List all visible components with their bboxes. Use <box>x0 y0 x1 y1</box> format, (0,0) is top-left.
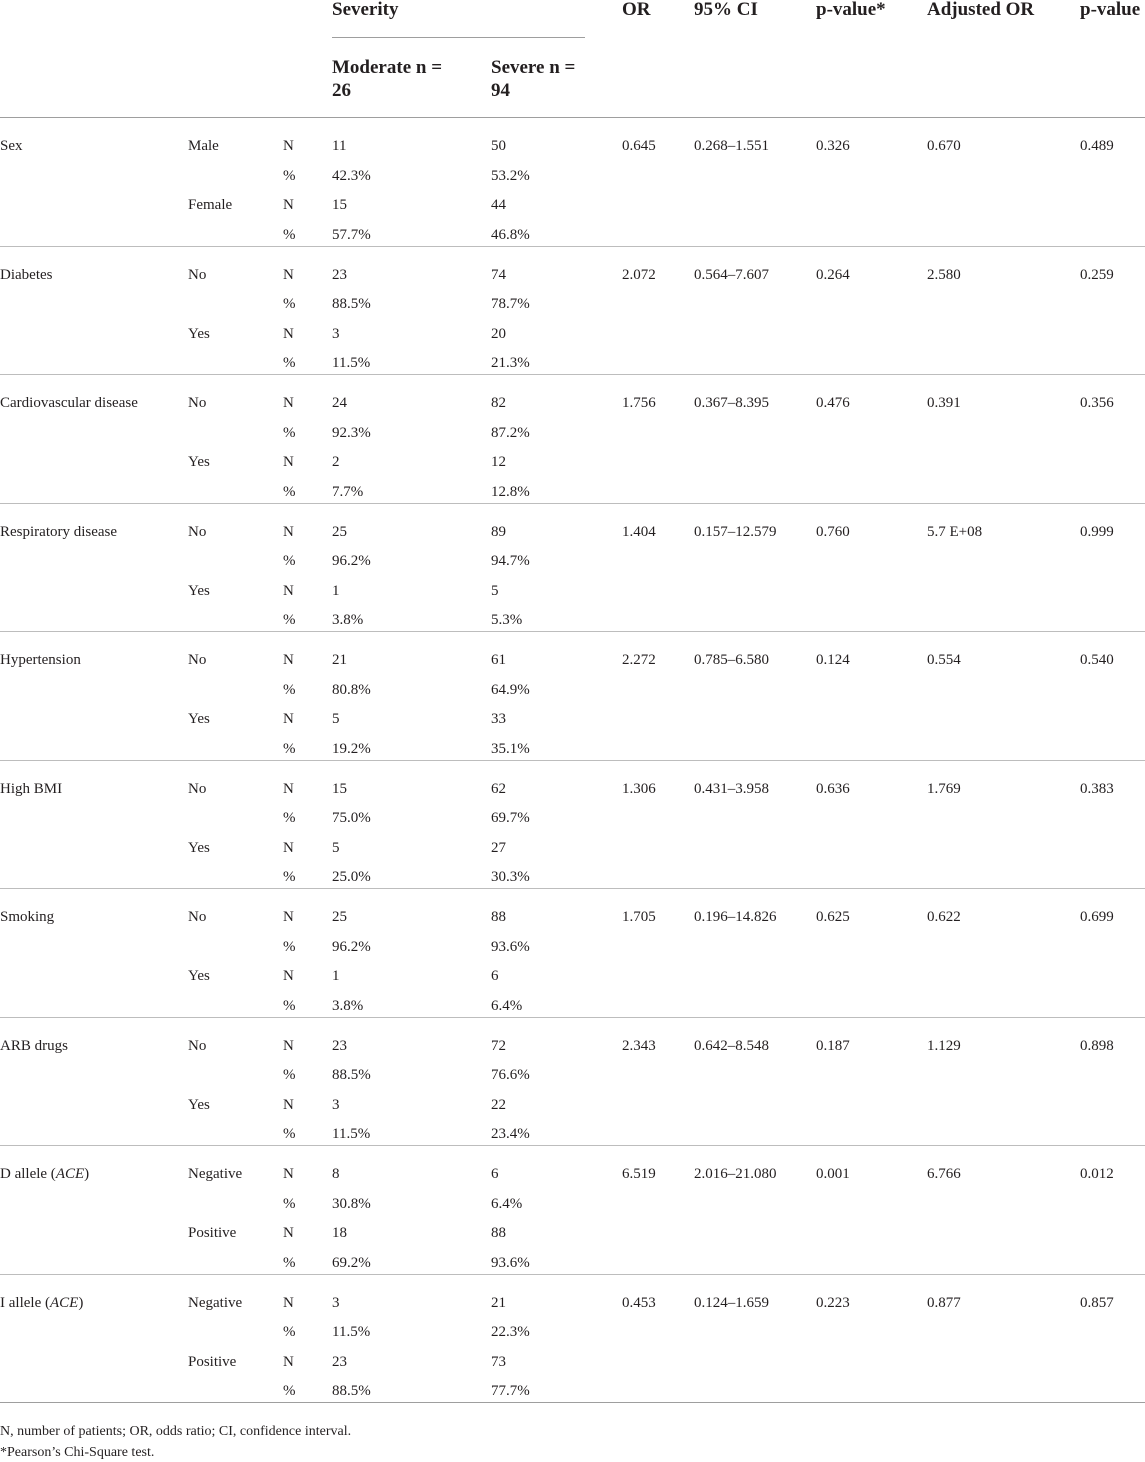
moderate-n: 11 <box>332 138 347 154</box>
level-label: Female <box>188 197 233 213</box>
moderate-percent: 96.2% <box>332 553 371 569</box>
severe-n: 73 <box>491 1353 506 1370</box>
severe-percent: 93.6% <box>491 938 530 955</box>
variable-name: Smoking <box>0 909 55 925</box>
level-label: No <box>188 395 207 411</box>
moderate-n: 1 <box>332 582 340 599</box>
severe-n: 74 <box>491 266 506 283</box>
n-label: N <box>283 1166 294 1182</box>
moderate-n: 3 <box>332 1294 340 1311</box>
severe-percent: 35.1% <box>491 740 530 757</box>
moderate-header-line1: Moderate n = <box>332 57 443 78</box>
variable-label <box>0 394 138 412</box>
odds-ratio: 2.272 <box>622 652 656 668</box>
adjusted-p-value: 0.857 <box>1080 1294 1114 1311</box>
level-label: Negative <box>188 1166 243 1182</box>
n-label: N <box>283 1225 294 1241</box>
severe-n: 44 <box>491 197 506 213</box>
severe-n: 6 <box>491 1166 499 1182</box>
moderate-percent: 7.7% <box>332 483 364 500</box>
adjusted-odds-ratio: 6.766 <box>927 1166 961 1182</box>
level-label: Male <box>188 138 219 154</box>
footnote-test: *Pearson’s Chi-Square test. <box>0 1445 155 1460</box>
variable-gene: ACE <box>49 1294 79 1311</box>
variable-gene: ACE <box>55 1166 85 1182</box>
severe-percent: 23.4% <box>491 1126 530 1142</box>
severe-percent: 6.4% <box>491 997 523 1014</box>
severe-n: 62 <box>491 780 506 797</box>
adjusted-odds-ratio: 1.769 <box>927 780 961 797</box>
percent-label: % <box>283 296 296 312</box>
percent-label: % <box>283 553 296 569</box>
moderate-percent: 3.8% <box>332 997 364 1014</box>
moderate-n: 1 <box>332 968 340 984</box>
percent-label: % <box>283 424 296 441</box>
severe-percent: 21.3% <box>491 355 530 371</box>
moderate-percent: 3.8% <box>332 612 364 628</box>
confidence-interval: 0.431–3.958 <box>694 780 769 797</box>
n-label: N <box>283 395 294 411</box>
level-label: Yes <box>188 1096 210 1113</box>
adjusted-odds-ratio: 0.391 <box>927 395 961 411</box>
confidence-interval: 0.785–6.580 <box>694 652 769 668</box>
moderate-percent: 57.7% <box>332 226 371 243</box>
confidence-interval: 0.367–8.395 <box>694 395 769 411</box>
n-label: N <box>283 266 294 283</box>
ci-header: 95% CI <box>694 0 758 20</box>
percent-label: % <box>283 226 296 243</box>
severe-n: 5 <box>491 582 499 599</box>
moderate-n: 23 <box>332 266 347 283</box>
odds-ratio: 0.453 <box>622 1294 656 1311</box>
n-label: N <box>283 839 294 856</box>
variable-label <box>0 266 52 284</box>
p-value: 0.001 <box>816 1166 850 1182</box>
odds-ratio: 0.645 <box>622 138 656 154</box>
severe-percent: 94.7% <box>491 553 530 569</box>
variable-name: High BMI <box>0 780 63 797</box>
row-divider <box>0 888 1145 889</box>
severe-percent: 46.8% <box>491 226 530 243</box>
n-label: N <box>283 197 294 213</box>
n-label: N <box>283 138 294 154</box>
adjusted-p-value: 0.383 <box>1080 780 1114 797</box>
level-label: Yes <box>188 839 210 856</box>
percent-label: % <box>283 483 296 500</box>
moderate-percent: 30.8% <box>332 1195 371 1212</box>
level-label: No <box>188 266 207 283</box>
header-divider <box>0 117 1145 118</box>
severe-percent: 64.9% <box>491 681 530 698</box>
severe-percent: 93.6% <box>491 1254 530 1271</box>
n-label: N <box>283 711 294 727</box>
moderate-percent: 19.2% <box>332 740 371 757</box>
adjusted-p-value: 0.356 <box>1080 395 1114 411</box>
severe-percent: 5.3% <box>491 612 523 628</box>
odds-ratio: 1.306 <box>622 780 656 797</box>
level-label: Negative <box>188 1294 243 1311</box>
percent-label: % <box>283 938 296 955</box>
adjusted-p-value: 0.999 <box>1080 523 1114 540</box>
p-value: 0.625 <box>816 909 850 925</box>
percent-label: % <box>283 355 296 371</box>
moderate-n: 2 <box>332 454 340 470</box>
adjusted-odds-ratio: 0.554 <box>927 652 961 668</box>
adjusted-odds-ratio: 5.7 E+08 <box>927 523 983 540</box>
row-divider <box>0 1145 1145 1146</box>
percent-label: % <box>283 1195 296 1212</box>
confidence-interval: 0.196–14.826 <box>694 909 777 925</box>
variable-label <box>0 1294 83 1312</box>
percent-label: % <box>283 681 296 698</box>
severe-header-line1: Severe n = <box>491 57 576 78</box>
variable-label <box>0 780 62 798</box>
level-label: Yes <box>188 454 210 470</box>
level-label: Positive <box>188 1353 237 1370</box>
moderate-n: 25 <box>332 523 347 540</box>
confidence-interval: 0.642–8.548 <box>694 1037 769 1054</box>
percent-label: % <box>283 167 296 184</box>
variable-label <box>0 1037 68 1055</box>
percent-label: % <box>283 740 296 757</box>
p-value: 0.223 <box>816 1294 850 1311</box>
moderate-n: 21 <box>332 652 347 668</box>
variable-name: Hypertension <box>0 652 81 668</box>
severe-percent: 30.3% <box>491 869 530 885</box>
severe-header-line2: 94 <box>491 80 510 101</box>
variable-name: I allele ( <box>0 1294 50 1311</box>
percent-label: % <box>283 1254 296 1271</box>
p-value: 0.326 <box>816 138 850 154</box>
pvalue-star-header: p-value* <box>816 0 886 20</box>
severe-n: 21 <box>491 1294 506 1311</box>
variable-label <box>0 908 54 926</box>
odds-ratio: 6.519 <box>622 1166 656 1182</box>
n-label: N <box>283 582 294 599</box>
moderate-n: 5 <box>332 839 340 856</box>
moderate-percent: 88.5% <box>332 296 371 312</box>
row-divider <box>0 1402 1145 1403</box>
severe-percent: 69.7% <box>491 810 530 826</box>
row-divider <box>0 1017 1145 1018</box>
severe-n: 33 <box>491 711 506 727</box>
variable-close: ) <box>78 1294 84 1311</box>
moderate-percent: 75.0% <box>332 810 371 826</box>
p-value: 0.476 <box>816 395 850 411</box>
severe-percent: 77.7% <box>491 1383 530 1399</box>
row-divider <box>0 246 1145 247</box>
adjusted-p-value: 0.489 <box>1080 138 1114 154</box>
moderate-percent: 88.5% <box>332 1383 371 1399</box>
row-divider <box>0 503 1145 504</box>
adjusted-odds-ratio: 0.877 <box>927 1294 961 1311</box>
moderate-n: 3 <box>332 1096 340 1113</box>
level-label: Yes <box>188 325 210 342</box>
odds-ratio: 1.756 <box>622 395 656 411</box>
severe-percent: 6.4% <box>491 1195 523 1212</box>
confidence-interval: 0.564–7.607 <box>694 266 769 283</box>
moderate-header-line2: 26 <box>332 80 351 101</box>
percent-label: % <box>283 997 296 1014</box>
level-label: Yes <box>188 968 210 984</box>
level-label: No <box>188 909 207 925</box>
moderate-n: 18 <box>332 1225 347 1241</box>
row-divider <box>0 1274 1145 1275</box>
odds-ratio: 2.343 <box>622 1037 656 1054</box>
confidence-interval: 0.268–1.551 <box>694 138 769 154</box>
variable-name: ARB drugs <box>0 1037 68 1054</box>
confidence-interval: 0.157–12.579 <box>694 523 777 540</box>
n-label: N <box>283 1294 294 1311</box>
level-label: No <box>188 780 207 797</box>
row-divider <box>0 631 1145 632</box>
moderate-percent: 25.0% <box>332 869 371 885</box>
n-label: N <box>283 1353 294 1370</box>
row-divider <box>0 374 1145 375</box>
percent-label: % <box>283 810 296 826</box>
adjusted-p-value: 0.540 <box>1080 652 1114 668</box>
severe-n: 6 <box>491 968 499 984</box>
severe-n: 88 <box>491 1225 506 1241</box>
adjusted-p-value: 0.699 <box>1080 909 1114 925</box>
adjusted-odds-ratio: 0.622 <box>927 909 961 925</box>
severe-percent: 78.7% <box>491 296 530 312</box>
n-label: N <box>283 325 294 342</box>
moderate-percent: 42.3% <box>332 167 371 184</box>
severe-percent: 53.2% <box>491 167 530 184</box>
variable-name: Respiratory disease <box>0 523 118 540</box>
variable-name: D allele ( <box>0 1166 56 1182</box>
adjusted-p-value: 0.259 <box>1080 266 1114 283</box>
n-label: N <box>283 1037 294 1054</box>
moderate-n: 23 <box>332 1037 347 1054</box>
level-label: No <box>188 652 207 668</box>
severe-n: 82 <box>491 395 506 411</box>
moderate-n: 15 <box>332 780 347 797</box>
severe-n: 22 <box>491 1096 506 1113</box>
moderate-percent: 11.5% <box>332 1126 371 1142</box>
moderate-percent: 11.5% <box>332 1324 371 1340</box>
variable-name: Sex <box>0 138 23 154</box>
level-label: Yes <box>188 582 210 599</box>
variable-label <box>0 1165 89 1183</box>
p-value: 0.124 <box>816 652 850 668</box>
adjusted-p-value: 0.898 <box>1080 1037 1114 1054</box>
confidence-interval: 0.124–1.659 <box>694 1294 769 1311</box>
p-value: 0.264 <box>816 266 850 283</box>
moderate-percent: 80.8% <box>332 681 371 698</box>
severe-percent: 12.8% <box>491 483 530 500</box>
variable-name: Diabetes <box>0 266 53 283</box>
severe-n: 20 <box>491 325 506 342</box>
moderate-n: 3 <box>332 325 340 342</box>
n-label: N <box>283 454 294 470</box>
p-value: 0.636 <box>816 780 850 797</box>
severe-percent: 87.2% <box>491 424 530 441</box>
footnote-abbreviations: N, number of patients; OR, odds ratio; CI, confidence interval. <box>0 1424 352 1439</box>
moderate-n: 15 <box>332 197 347 213</box>
odds-ratio: 1.705 <box>622 909 656 925</box>
moderate-n: 24 <box>332 395 347 411</box>
n-label: N <box>283 652 294 668</box>
pvalue-header: p-value <box>1080 0 1141 20</box>
percent-label: % <box>283 1067 296 1083</box>
or-header: OR <box>622 0 651 20</box>
odds-ratio: 1.404 <box>622 523 656 540</box>
moderate-n: 25 <box>332 909 347 925</box>
odds-ratio: 2.072 <box>622 266 656 283</box>
variable-name: Cardiovascular disease <box>0 395 138 411</box>
n-label: N <box>283 1096 294 1113</box>
severe-n: 72 <box>491 1037 506 1054</box>
percent-label: % <box>283 1324 296 1340</box>
moderate-n: 5 <box>332 711 340 727</box>
moderate-percent: 11.5% <box>332 355 371 371</box>
adjusted-odds-ratio: 1.129 <box>927 1037 961 1054</box>
severe-n: 89 <box>491 523 506 540</box>
n-label: N <box>283 909 294 925</box>
n-label: N <box>283 780 294 797</box>
adjusted-or-header: Adjusted OR <box>927 0 1035 20</box>
level-label: No <box>188 1037 207 1054</box>
severity-underline <box>332 37 585 38</box>
percent-label: % <box>283 1383 296 1399</box>
severity-header: Severity <box>332 0 399 20</box>
level-label: No <box>188 523 207 540</box>
adjusted-odds-ratio: 0.670 <box>927 138 961 154</box>
severe-percent: 22.3% <box>491 1324 530 1340</box>
moderate-percent: 96.2% <box>332 938 371 955</box>
percent-label: % <box>283 612 296 628</box>
adjusted-p-value: 0.012 <box>1080 1166 1114 1182</box>
row-divider <box>0 760 1145 761</box>
p-value: 0.760 <box>816 523 850 540</box>
variable-label <box>0 137 23 155</box>
n-label: N <box>283 968 294 984</box>
severe-n: 12 <box>491 454 506 470</box>
level-label: Yes <box>188 711 210 727</box>
moderate-n: 23 <box>332 1353 347 1370</box>
severe-percent: 76.6% <box>491 1067 530 1083</box>
severe-n: 50 <box>491 138 506 154</box>
variable-close: ) <box>84 1166 90 1182</box>
percent-label: % <box>283 1126 296 1142</box>
moderate-n: 8 <box>332 1166 340 1182</box>
n-label: N <box>283 523 294 540</box>
confidence-interval: 2.016–21.080 <box>694 1166 777 1182</box>
level-label: Positive <box>188 1225 237 1241</box>
moderate-percent: 69.2% <box>332 1254 371 1271</box>
adjusted-odds-ratio: 2.580 <box>927 266 961 283</box>
severe-n: 88 <box>491 909 506 925</box>
moderate-percent: 88.5% <box>332 1067 371 1083</box>
variable-label <box>0 523 117 541</box>
moderate-percent: 92.3% <box>332 424 371 441</box>
variable-label <box>0 651 81 669</box>
severe-n: 61 <box>491 652 506 668</box>
severe-n: 27 <box>491 839 506 856</box>
percent-label: % <box>283 869 296 885</box>
p-value: 0.187 <box>816 1037 850 1054</box>
